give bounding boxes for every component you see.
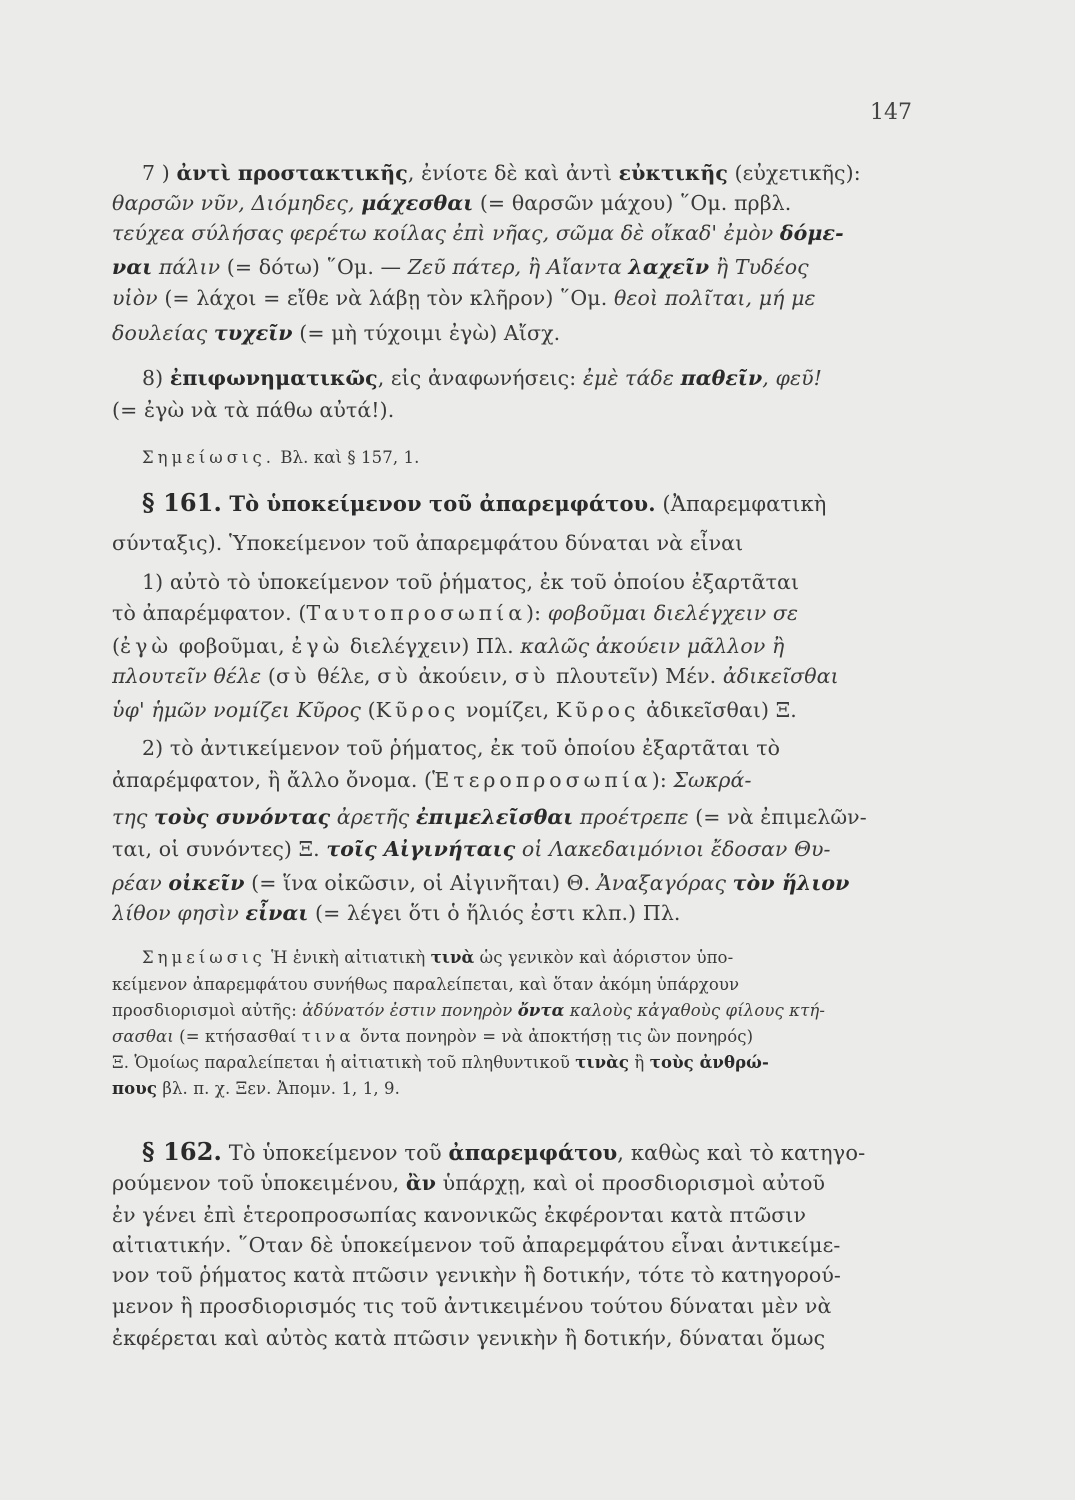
text-line	[112, 1168, 907, 1198]
text-run: ἐν γένει ἐπὶ ἑτεροπροσωπίας κανονικῶς ἐκφέρονται κατὰ πτῶσιν	[112, 1203, 807, 1227]
text-line	[112, 972, 907, 998]
text-run: θεοὶ πολῖται, μή με	[613, 286, 816, 310]
text-line	[112, 661, 907, 691]
text-run: ):	[526, 601, 548, 625]
text-run: τὸν ἥλιον	[732, 871, 850, 895]
text-line	[142, 567, 907, 597]
text-line	[112, 395, 907, 425]
text-run: ἀδύνατόν ἐστιν πονηρὸν	[302, 1001, 518, 1020]
text-run: , εἰς ἀναφωνήσεις:	[377, 366, 583, 390]
text-run: σὺ	[275, 664, 311, 688]
text-run: τινα	[301, 1027, 355, 1046]
text-run: καλοὺς κἀγαθοὺς φίλους κτή-	[564, 1001, 825, 1020]
text-run: ὑπάρχῃ, καὶ οἱ προσδιορισμοὶ αὐτοῦ	[436, 1171, 826, 1195]
text-line	[112, 1200, 907, 1230]
text-line	[112, 1323, 907, 1353]
text-run: τινὰ	[430, 948, 475, 967]
text-run: ἐπιφωνηματικῶς	[169, 366, 378, 390]
text-run: κείμενον ἀπαρεμφάτου συνήθως παραλείπεται, καὶ ὅταν ἀκόμη ὑπάρχουν	[112, 975, 740, 994]
text-line	[112, 188, 907, 218]
text-run: (= νὰ ἐπιμελῶν-	[688, 805, 867, 829]
text-run: εὐκτικῆς	[618, 161, 728, 185]
text-run: ἀδικεῖσθαι	[722, 664, 839, 688]
text-line	[112, 998, 907, 1024]
text-run: (εὐχετικῆς):	[727, 161, 861, 185]
text-line	[112, 1024, 907, 1050]
text-run: διελέγχειν) Πλ.	[343, 634, 521, 658]
text-run: αἰτιατικήν. ῞Οταν δὲ ὑποκείμενον τοῦ ἀπαρεμφάτου εἶναι ἀντικείμε-	[112, 1233, 841, 1257]
text-run: παθεῖν	[680, 366, 763, 390]
text-line	[112, 598, 907, 628]
text-run: ται, οἱ συνόντες) Ξ.	[112, 837, 327, 861]
text-run: προσδιορισμοὶ αὐτῆς:	[112, 1001, 303, 1020]
text-run: βλ. π. χ. Ξεν. Ἀπομν. 1, 1, 9.	[156, 1079, 400, 1098]
text-run: θαρσῶν νῦν, Διόμηδες,	[112, 191, 362, 215]
text-run: Τὸ ὑποκείμενον τοῦ	[221, 1141, 449, 1165]
text-line	[112, 1291, 907, 1321]
text-run: θέλε,	[310, 664, 378, 688]
text-run: ἂν	[405, 1171, 437, 1195]
text-run: (	[112, 634, 121, 658]
text-run: (= δότω) ῞Ομ. —	[220, 255, 408, 279]
text-line	[112, 765, 907, 795]
text-line	[112, 283, 907, 313]
text-run: ἐγὼ	[291, 634, 344, 658]
text-run: δουλείας	[112, 321, 214, 345]
text-run: ἀδικεῖσθαι) Ξ.	[639, 698, 797, 722]
text-run: (Ἀπαρεμφατικὴ	[655, 492, 827, 516]
text-line	[112, 1076, 907, 1102]
text-run: φοβοῦμαι διελέγχειν σε	[547, 601, 799, 625]
text-run: ἐγὼ	[120, 634, 173, 658]
text-line	[112, 252, 907, 282]
text-run: λίθον φησὶν	[112, 901, 246, 925]
text-line	[112, 318, 907, 348]
text-run: § 162.	[142, 1137, 222, 1166]
text-run: Βλ. καὶ § 157, 1.	[274, 448, 420, 467]
text-run: 8)	[142, 366, 170, 390]
text-run: νον τοῦ ῥήματος κατὰ πτῶσιν γενικὴν ἢ δοτικήν, τότε τὸ κατηγορού-	[112, 1263, 841, 1287]
text-run: ):	[651, 768, 674, 792]
text-run: ἀπαρέμφατον, ἢ ἄλλο ὄνομα. (	[112, 768, 433, 792]
text-line	[142, 733, 907, 763]
text-run: (= κτήσασθαί	[173, 1027, 302, 1046]
text-run: Σημείωσις	[142, 948, 266, 967]
text-run: 1) αὐτὸ τὸ ὑποκείμενον τοῦ ῥήματος, ἐκ τοῦ ὁποίου ἐξαρτᾶται	[142, 570, 800, 594]
text-run: σὺ	[514, 664, 550, 688]
text-run: νομίζει,	[459, 698, 556, 722]
text-run: πους	[112, 1079, 157, 1098]
text-run: Ἑτεροπροσωπία	[432, 768, 652, 792]
text-run: § 161.	[142, 488, 222, 517]
text-run: εἶναι	[245, 901, 309, 925]
text-run: 7 )	[142, 161, 177, 185]
text-run: ὄντα πονηρὸν = νὰ ἀποκτήσῃ τις ὢν πονηρός)	[354, 1027, 754, 1046]
text-run: οἱ Λακεδαιμόνιοι ἔδοσαν Θυ-	[515, 837, 831, 861]
text-run: καλῶς ἀκούειν μᾶλλον ἢ	[520, 634, 785, 658]
text-run: , καθὼς καὶ τὸ κατηγο-	[617, 1141, 866, 1165]
text-run: , φεῦ!	[762, 366, 822, 390]
text-run: ἢ	[629, 1053, 650, 1072]
text-run: (= ἵνα οἰκῶσιν, οἱ Αἰγινῆται) Θ.	[244, 871, 597, 895]
text-run: πλουτεῖν θέλε	[112, 664, 262, 688]
text-line	[142, 445, 907, 471]
text-line	[112, 218, 907, 248]
text-run: ἀρετῆς	[330, 805, 416, 829]
text-run: Κῦρος	[375, 698, 460, 722]
text-run: μενον ἢ προσδιορισμός τις τοῦ ἀντικειμένου τούτου δύναται μὲν νὰ	[112, 1294, 832, 1318]
text-run: ρούμενον τοῦ ὑποκειμένου,	[112, 1171, 406, 1195]
text-run: τὸ ἀπαρέμφατον. (	[112, 601, 307, 625]
text-line	[142, 1137, 907, 1167]
text-run: ἐπιμελεῖσθαι	[416, 805, 574, 829]
text-run: υἱὸν	[112, 286, 158, 310]
text-run: (= λάχοι = εἴθε νὰ λάβῃ τὸν κλῆρον) ῞Ομ.	[157, 286, 614, 310]
text-run: (= θαρσῶν μάχου) ῞Ομ. πρβλ.	[473, 191, 792, 215]
text-run: ἀκούειν,	[411, 664, 515, 688]
text-line	[142, 158, 907, 188]
text-run: οἰκεῖν	[168, 871, 245, 895]
text-run: Ταυτοπροσωπία	[306, 601, 527, 625]
text-run: της	[112, 805, 155, 829]
text-run: (	[261, 664, 276, 688]
text-run: Κῦρος	[555, 698, 640, 722]
text-run: Σωκρά-	[673, 768, 752, 792]
text-line	[112, 631, 907, 661]
text-line	[142, 945, 907, 971]
text-line	[112, 695, 907, 725]
text-run: Ζεῦ πάτερ, ἢ Αἴαντα	[407, 255, 629, 279]
text-run: (= λέγει ὅτι ὁ ἥλιός ἐστι κλπ.) Πλ.	[308, 901, 681, 925]
text-run: σασθαι	[112, 1027, 174, 1046]
text-run: ἢ Τυδέος	[709, 255, 809, 279]
text-line	[112, 834, 907, 864]
text-line	[112, 802, 907, 832]
text-run: τοὺς ἀνθρώ-	[649, 1053, 769, 1072]
text-run: Τὸ ὑποκείμενον τοῦ ἀπαρεμφάτου.	[221, 491, 656, 516]
text-run: προέτρεπε	[573, 805, 689, 829]
text-run: (= ἐγὼ νὰ τὰ πάθω αὐτά!).	[112, 398, 395, 422]
text-run: Ξ. Ὁμοίως παραλείπεται ἡ αἰτιατικὴ τοῦ πληθυντικοῦ	[112, 1053, 576, 1072]
text-run: , ἐνίοτε δὲ καὶ ἀντὶ	[407, 161, 619, 185]
text-run: σύνταξις). Ὑποκείμενον τοῦ ἀπαρεμφάτου δύναται νὰ εἶναι	[112, 531, 744, 555]
text-run: τοὺς συνόντας	[154, 805, 331, 829]
text-run: τινὰς	[575, 1053, 630, 1072]
text-run: ἀπαρεμφάτου	[448, 1140, 618, 1165]
text-run: λαχεῖν	[628, 255, 710, 279]
text-run: φοβοῦμαι,	[172, 634, 292, 658]
text-line	[112, 1050, 907, 1076]
text-run: ἐμὲ τάδε	[582, 366, 681, 390]
text-run: ναι	[112, 255, 153, 279]
text-run: Ἡ ἑνικὴ αἰτιατικὴ	[265, 948, 431, 967]
text-run: μάχεσθαι	[361, 191, 474, 215]
text-line	[142, 363, 907, 393]
text-run: (= μὴ τύχοιμι ἐγὼ) Αἴσχ.	[292, 321, 561, 345]
text-run: πάλιν	[152, 255, 221, 279]
text-run: τυχεῖν	[213, 321, 293, 345]
text-run: (	[360, 698, 376, 722]
text-line	[112, 1260, 907, 1290]
text-run: τεύχεα σύλήσας φερέτω κοίλας ἐπὶ νῆας, σῶμα δὲ οἴκαδ' ἐμὸν	[112, 221, 780, 245]
text-line	[112, 1230, 907, 1260]
text-run: ρέαν	[112, 871, 169, 895]
text-line	[112, 528, 907, 558]
text-run: ἀντὶ προστακτικῆς	[176, 161, 408, 185]
text-run: ὄντα	[517, 1001, 565, 1020]
text-run: σὺ	[377, 664, 412, 688]
text-run: τοῖς Αἰγινήταις	[326, 837, 516, 861]
text-run: πλουτεῖν) Μέν.	[549, 664, 723, 688]
text-run: 2) τὸ ἀντικείμενον τοῦ ῥήματος, ἐκ τοῦ ὁποίου ἐξαρτᾶται τὸ	[142, 736, 781, 760]
text-line	[112, 868, 907, 898]
text-run: Σημείωσις.	[142, 448, 275, 467]
text-run: ὑφ' ἡμῶν νομίζει Κῦρος	[112, 698, 361, 722]
text-line	[142, 488, 907, 518]
page-number: 147	[870, 100, 912, 125]
text-run: ἐκφέρεται καὶ αὐτὸς κατὰ πτῶσιν γενικὴν ἢ δοτικήν, δύναται ὅμως	[112, 1326, 826, 1350]
text-run: δόμε-	[779, 221, 844, 245]
text-line	[112, 898, 907, 928]
text-run: ὡς γενικὸν καὶ ἀόριστον ὑπο-	[474, 948, 734, 967]
text-run: Ἀναξαγόρας	[596, 871, 733, 895]
